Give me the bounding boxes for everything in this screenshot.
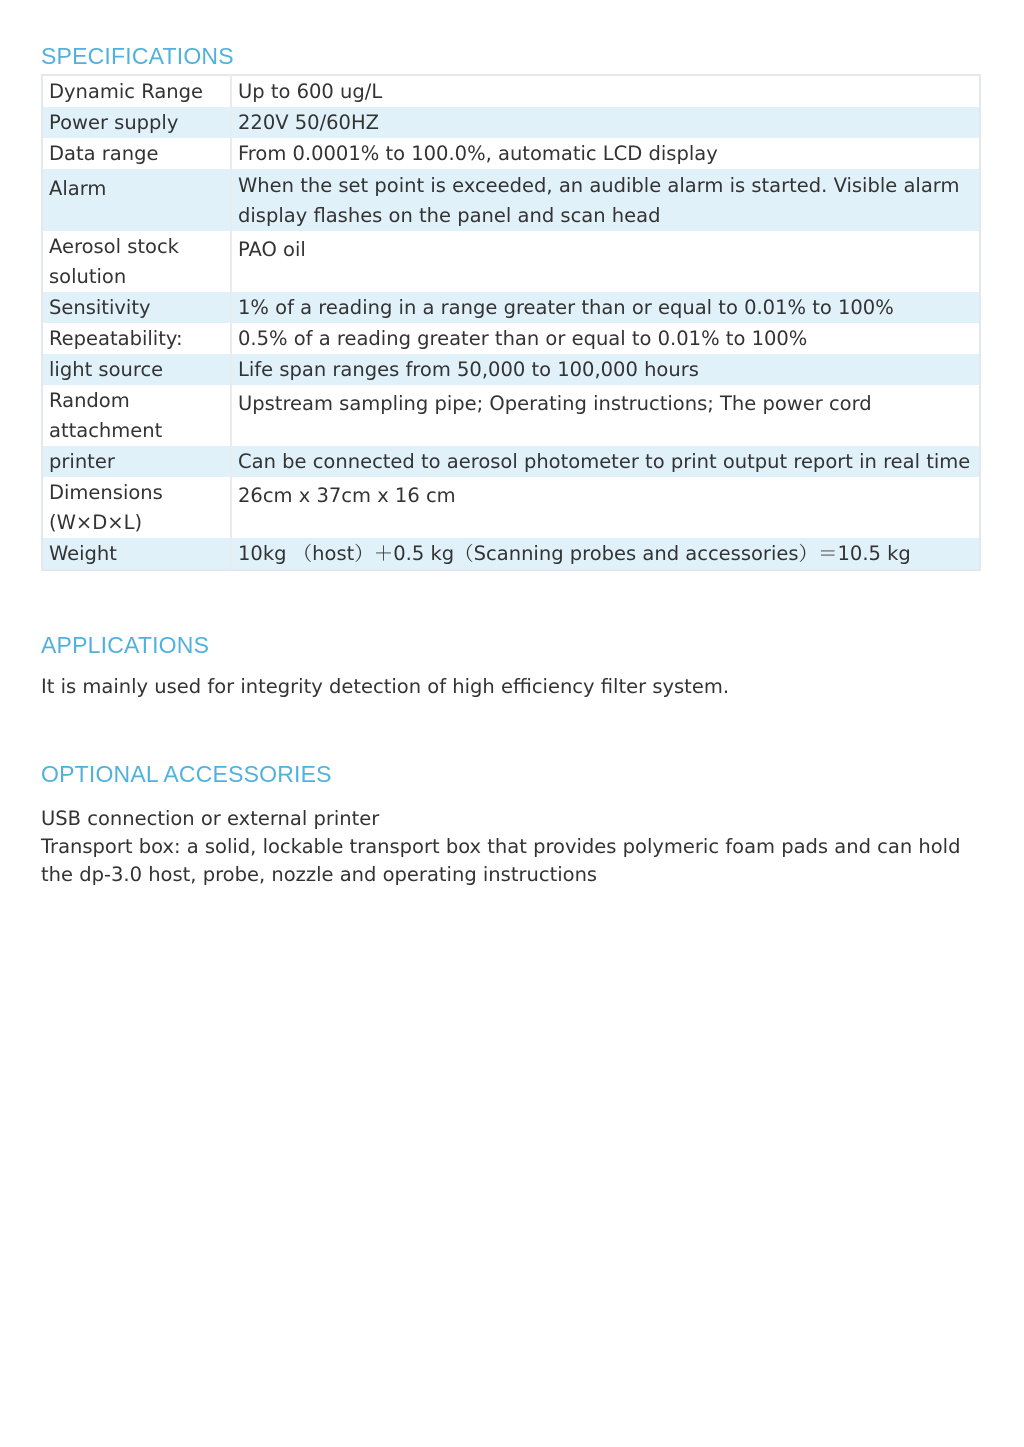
spec-label: Sensitivity [42,292,231,323]
spec-label: Random attachment [42,385,231,446]
applications-text: It is mainly used for integrity detection of high efficiency filter system. [41,675,730,698]
table-row [42,107,980,138]
table-row [42,538,980,570]
spec-label: Dynamic Range [42,75,231,107]
table-row [42,354,980,385]
list-item: Transport box: a solid, lockable transport box that provides polymeric foam pads and can hold the dp-3.0 host, probe, nozzle and operating instructions [41,835,961,886]
spec-label: Data range [42,138,231,169]
spec-label: Weight [42,538,231,570]
spec-label: light source [42,354,231,385]
spec-value: 0.5% of a reading greater than or equal to 0.01% to 100% [238,327,808,350]
spec-value: From 0.0001% to 100.0%, automatic LCD display [238,142,718,165]
spec-value: 1% of a reading in a range greater than or equal to 0.01% to 100% [231,292,980,323]
spec-value: Life span ranges from 50,000 to 100,000 hours [231,354,980,385]
specifications-heading: SPECIFICATIONS [41,43,234,69]
spec-value: Upstream sampling pipe; Operating instructions; The power cord [238,392,872,415]
specifications-table [41,74,981,571]
spec-label: Power supply [42,107,231,138]
spec-value: 220V 50/60HZ [231,107,980,138]
table-row [42,138,980,169]
optional-accessories-list [41,805,981,889]
spec-label: Repeatability: [42,323,231,354]
table-row [42,75,980,107]
spec-value: 10kg （host）＋0.5 kg（Scanning probes and accessories）＝10.5 kg [231,538,980,570]
table-row [42,385,980,446]
table-row [42,323,980,354]
table-row [42,231,980,292]
spec-label: Aerosol stock solution [42,231,231,292]
spec-value: Up to 600 ug/L [238,80,383,103]
spec-label: Alarm [42,169,231,231]
spec-value: When the set point is exceeded, an audible alarm is started. Visible alarm display flashes on the panel and scan head [231,169,980,231]
table-row [42,292,980,323]
spec-label: Dimensions (W×D×L) [42,477,231,538]
applications-heading: APPLICATIONS [41,632,210,658]
spec-value: Can be connected to aerosol photometer to print output report in real time [231,446,980,477]
list-item: USB connection or external printer [41,807,380,830]
spec-label: printer [42,446,231,477]
spec-value: PAO oil [238,238,306,261]
table-row [42,169,980,231]
table-row [42,446,980,477]
table-row [42,477,980,538]
spec-value: 26cm x 37cm x 16 cm [238,484,456,507]
optional-accessories-heading: OPTIONAL ACCESSORIES [41,761,332,787]
